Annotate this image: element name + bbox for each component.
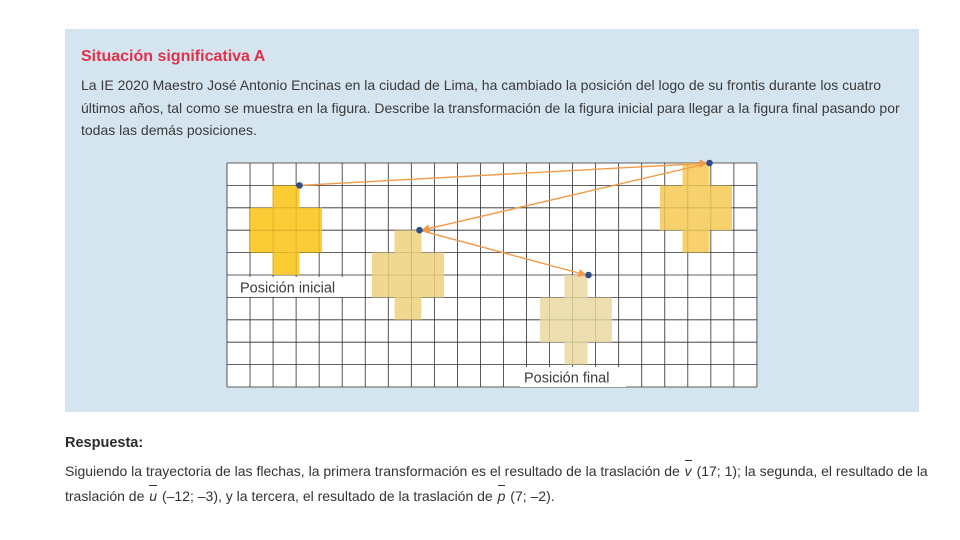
vertex-point-initial [296,182,303,189]
answer-title: Respuesta: [65,435,144,451]
label-initial: Posición inicial [240,280,336,297]
vector-u-value: (–12; –3) [161,488,219,504]
vertex-point-final [585,272,592,279]
vertex-point-second [706,160,713,167]
vector-v: v [684,459,693,484]
answer-text [65,459,945,509]
label-final: Posición final [524,370,610,387]
answer-line1-pre: Siguiendo la trayectoria de las flechas, la primera transformación es el resultado de la traslación de [65,463,684,479]
answer-line2-end: . [550,488,555,504]
vector-v-value: (17; 1) [696,463,738,479]
answer-line2-mid: , y la tercera, el resultado de la traslación de [218,488,497,504]
situation-paragraph: La IE 2020 Maestro José Antonio Encinas en la ciudad de Lima, ha cambiado la posición del logo de su frontis durante los cuatro últimos años, tal como se muestra en la figura. Describe la transformación de la figura inicial para llegar a la figura final pasando por todas las demás posiciones. [81,77,900,138]
vector-p-value: (7; –2) [510,488,551,504]
situation-title: Situación significativa A [81,48,266,65]
vector-u: u [148,484,158,509]
vertex-point-third [416,227,423,234]
vector-p: p [497,484,507,509]
answer-line1-post: ; la segunda, el resultado de la traslación de [65,463,928,504]
